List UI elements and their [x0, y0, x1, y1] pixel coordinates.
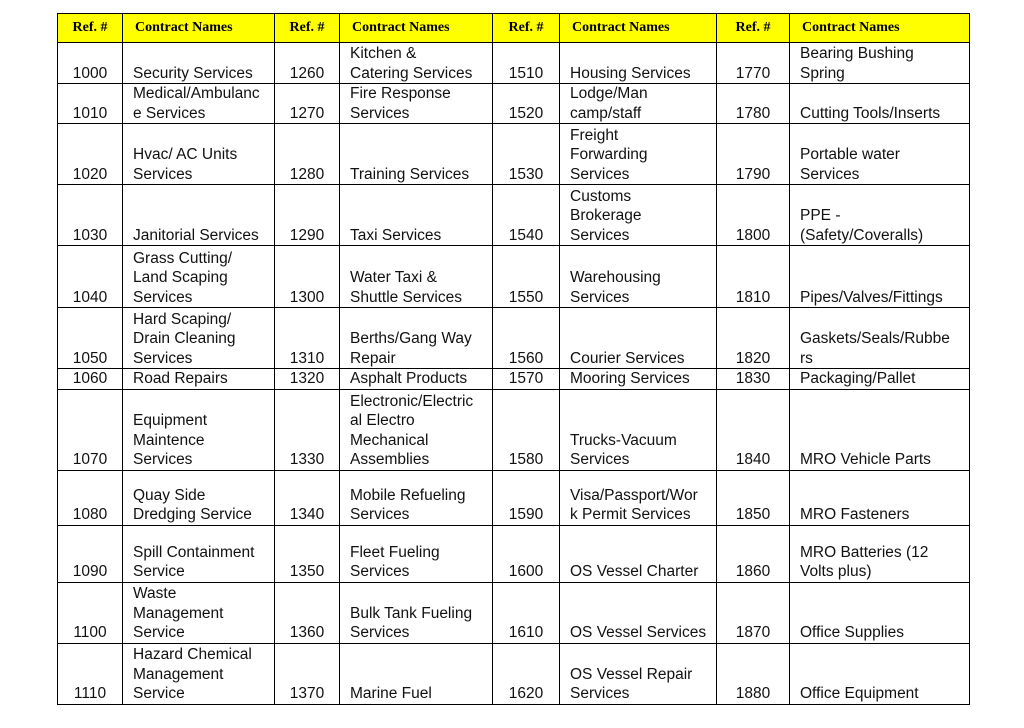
ref-number-cell: 1790 [717, 124, 790, 185]
contract-name-cell: OS Vessel Services [560, 582, 717, 643]
contracts-table [57, 13, 970, 705]
ref-number-cell: 1370 [275, 643, 340, 704]
contract-name-cell: OS Vessel Repair Services [560, 643, 717, 704]
table-row [58, 369, 970, 390]
table-row [58, 185, 970, 246]
contract-name-cell: PPE - (Safety/Coveralls) [790, 185, 970, 246]
contract-name-cell: Taxi Services [340, 185, 493, 246]
ref-number-cell: 1030 [58, 185, 123, 246]
contract-name-cell: Grass Cutting/ Land Scaping Services [123, 246, 275, 308]
ref-number-cell: 1810 [717, 246, 790, 308]
contract-name-cell: Fleet Fueling Services [340, 525, 493, 582]
contract-name-cell: Electronic/Electric al Electro Mechanical Assemblies [340, 389, 493, 470]
ref-number-cell: 1280 [275, 124, 340, 185]
header-row [58, 14, 970, 43]
contract-name-cell: Trucks-Vacuum Services [560, 389, 717, 470]
ref-number-cell: 1300 [275, 246, 340, 308]
ref-number-cell: 1310 [275, 308, 340, 369]
ref-number-cell: 1870 [717, 582, 790, 643]
ref-number-cell: 1090 [58, 525, 123, 582]
contract-name-cell: MRO Fasteners [790, 470, 970, 525]
contract-name-cell: Packaging/Pallet [790, 369, 970, 390]
contract-name-cell: Hvac/ AC Units Services [123, 124, 275, 185]
ref-number-cell: 1770 [717, 43, 790, 84]
ref-number-cell: 1800 [717, 185, 790, 246]
contract-name-cell: Mooring Services [560, 369, 717, 390]
ref-header: Ref. # [58, 14, 123, 43]
ref-number-cell: 1320 [275, 369, 340, 390]
table-row [58, 470, 970, 525]
contract-name-cell: Kitchen & Catering Services [340, 43, 493, 84]
ref-number-cell: 1570 [493, 369, 560, 390]
contract-name-cell: Office Supplies [790, 582, 970, 643]
table-row [58, 43, 970, 84]
ref-number-cell: 1110 [58, 643, 123, 704]
contract-name-cell: Courier Services [560, 308, 717, 369]
contract-name-cell: Bulk Tank Fueling Services [340, 582, 493, 643]
ref-number-cell: 1610 [493, 582, 560, 643]
contract-name-cell: Road Repairs [123, 369, 275, 390]
contract-name-cell: Hazard Chemical Management Service [123, 643, 275, 704]
table-row [58, 525, 970, 582]
ref-header: Ref. # [493, 14, 560, 43]
contract-name-cell: Berths/Gang Way Repair [340, 308, 493, 369]
contract-names-header: Contract Names [560, 14, 717, 43]
ref-number-cell: 1080 [58, 470, 123, 525]
ref-number-cell: 1520 [493, 84, 560, 124]
contract-name-cell: Hard Scaping/ Drain Cleaning Services [123, 308, 275, 369]
table-row [58, 643, 970, 704]
ref-header: Ref. # [717, 14, 790, 43]
table-row [58, 308, 970, 369]
contract-name-cell: Security Services [123, 43, 275, 84]
contract-name-cell: Office Equipment [790, 643, 970, 704]
ref-number-cell: 1270 [275, 84, 340, 124]
contract-name-cell: Spill Containment Service [123, 525, 275, 582]
contract-name-cell: Housing Services [560, 43, 717, 84]
ref-number-cell: 1550 [493, 246, 560, 308]
ref-number-cell: 1260 [275, 43, 340, 84]
ref-number-cell: 1560 [493, 308, 560, 369]
contract-name-cell: Portable water Services [790, 124, 970, 185]
table-row [58, 124, 970, 185]
contract-name-cell: Visa/Passport/Wor k Permit Services [560, 470, 717, 525]
contract-name-cell: Mobile Refueling Services [340, 470, 493, 525]
contract-names-header: Contract Names [790, 14, 970, 43]
ref-number-cell: 1580 [493, 389, 560, 470]
ref-number-cell: 1000 [58, 43, 123, 84]
contract-names-header: Contract Names [340, 14, 493, 43]
ref-number-cell: 1620 [493, 643, 560, 704]
ref-number-cell: 1780 [717, 84, 790, 124]
table-row [58, 246, 970, 308]
ref-number-cell: 1340 [275, 470, 340, 525]
contract-name-cell: Bearing Bushing Spring [790, 43, 970, 84]
ref-number-cell: 1600 [493, 525, 560, 582]
ref-number-cell: 1590 [493, 470, 560, 525]
ref-number-cell: 1060 [58, 369, 123, 390]
ref-number-cell: 1880 [717, 643, 790, 704]
contract-name-cell: Fire Response Services [340, 84, 493, 124]
contract-name-cell: Freight Forwarding Services [560, 124, 717, 185]
contract-name-cell: Water Taxi & Shuttle Services [340, 246, 493, 308]
ref-number-cell: 1050 [58, 308, 123, 369]
table-row [58, 389, 970, 470]
table-row [58, 582, 970, 643]
contract-name-cell: MRO Vehicle Parts [790, 389, 970, 470]
ref-number-cell: 1530 [493, 124, 560, 185]
ref-number-cell: 1540 [493, 185, 560, 246]
contract-name-cell: Janitorial Services [123, 185, 275, 246]
contract-name-cell: Pipes/Valves/Fittings [790, 246, 970, 308]
ref-number-cell: 1020 [58, 124, 123, 185]
contract-name-cell: Equipment Maintence Services [123, 389, 275, 470]
ref-number-cell: 1360 [275, 582, 340, 643]
contract-name-cell: OS Vessel Charter [560, 525, 717, 582]
contract-name-cell: Marine Fuel [340, 643, 493, 704]
ref-number-cell: 1330 [275, 389, 340, 470]
contract-name-cell: Training Services [340, 124, 493, 185]
ref-number-cell: 1840 [717, 389, 790, 470]
ref-header: Ref. # [275, 14, 340, 43]
contract-name-cell: Asphalt Products [340, 369, 493, 390]
ref-number-cell: 1070 [58, 389, 123, 470]
contract-name-cell: Cutting Tools/Inserts [790, 84, 970, 124]
contract-name-cell: Customs Brokerage Services [560, 185, 717, 246]
ref-number-cell: 1850 [717, 470, 790, 525]
ref-number-cell: 1510 [493, 43, 560, 84]
contract-name-cell: MRO Batteries (12 Volts plus) [790, 525, 970, 582]
ref-number-cell: 1350 [275, 525, 340, 582]
contract-name-cell: Warehousing Services [560, 246, 717, 308]
contract-name-cell: Lodge/Man camp/staff [560, 84, 717, 124]
ref-number-cell: 1860 [717, 525, 790, 582]
ref-number-cell: 1100 [58, 582, 123, 643]
ref-number-cell: 1040 [58, 246, 123, 308]
ref-number-cell: 1830 [717, 369, 790, 390]
contract-names-header: Contract Names [123, 14, 275, 43]
contract-name-cell: Waste Management Service [123, 582, 275, 643]
table-row [58, 84, 970, 124]
contract-name-cell: Gaskets/Seals/Rubbe rs [790, 308, 970, 369]
contract-name-cell: Medical/Ambulanc e Services [123, 84, 275, 124]
ref-number-cell: 1290 [275, 185, 340, 246]
table-body [58, 43, 970, 705]
ref-number-cell: 1010 [58, 84, 123, 124]
ref-number-cell: 1820 [717, 308, 790, 369]
contract-name-cell: Quay Side Dredging Service [123, 470, 275, 525]
